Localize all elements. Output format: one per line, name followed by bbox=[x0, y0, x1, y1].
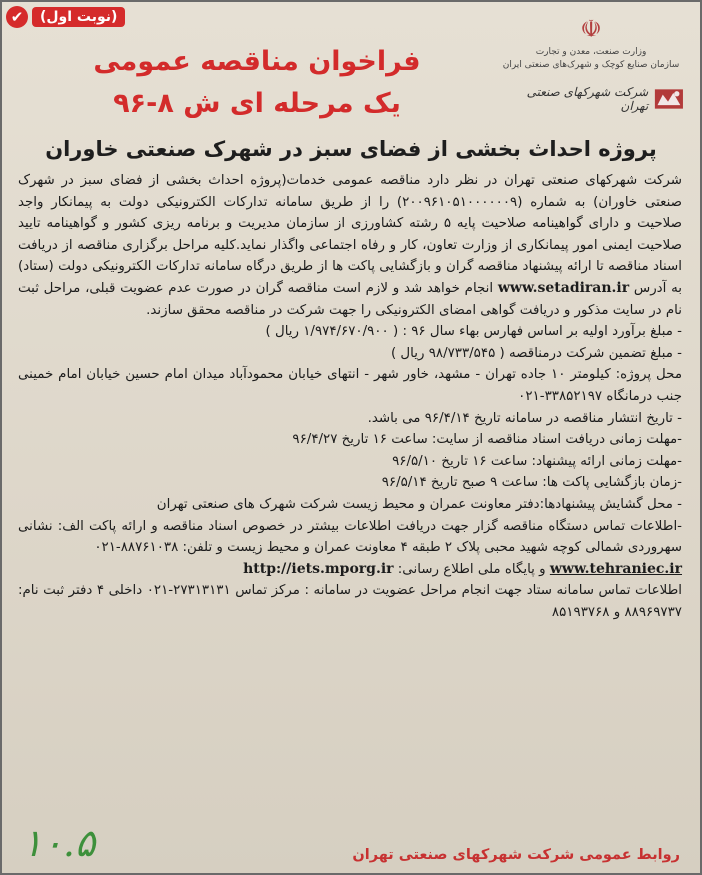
websites-line bbox=[18, 559, 682, 581]
round-label: (نوبت اول) bbox=[32, 7, 125, 27]
estimate-line: - مبلغ برآورد اولیه بر اساس فهارس بهاء سال ۹۶ : ( ۱/۹۷۴/۶۷۰/۹۰۰ ریال ) bbox=[265, 324, 682, 340]
checkmark-icon: ✔ bbox=[6, 6, 28, 28]
location-line: محل پروژه: کیلومتر ۱۰ جاده تهران - مشهد، خاور شهر - انتهای خیابان محمودآباد میدان امام حسین خیابان امام خمینی جنب درمانگاه ۳۳۸۵۲۱۹۷-۰۲۱ bbox=[18, 367, 683, 404]
notice-title: فراخوان مناقصه عمومی bbox=[93, 46, 421, 77]
iran-emblem-icon: ☫ bbox=[580, 15, 602, 43]
intro-paragraph bbox=[18, 170, 682, 321]
setad-link[interactable]: www.setadiran.ir bbox=[497, 279, 630, 296]
tehraniec-link[interactable]: www.tehraniec.ir bbox=[549, 560, 682, 577]
contact-line: -اطلاعات تماس دستگاه مناقصه گزار جهت دریافت اطلاعات بیشتر در خصوص اسناد مناقصه و ارائه پاکت الف: نشانی سهروردی شمالی کوچه شهید محبی پلاک ۲ طبقه ۴ معاونت عمران و محیط زیست و تلفن: ۸۸۷۶۱۰۳۸-۰۲۱ bbox=[18, 518, 682, 556]
iets-link[interactable]: http://iets.mporg.ir bbox=[243, 560, 394, 577]
intro-tail-text: انجام خواهد شد و لازم است مناقصه گران در صورت عدم عضویت قبلی، مراحل ثبت نام در سایت مذکور و دریافت گواهی امضای الکترونیکی را جهت شرکت در مناقصه محقق سازند. bbox=[18, 280, 682, 318]
opening-place-line: - محل گشایش پیشنهادها:دفتر معاونت عمران و محیط زیست شرکت شهرک های صنعتی تهران bbox=[156, 496, 682, 512]
notice-subtitle: یک مرحله ای ش ۸-۹۶ bbox=[113, 88, 401, 119]
company-logo bbox=[514, 82, 684, 116]
company-logo-icon bbox=[654, 84, 684, 114]
ministry-header bbox=[496, 14, 686, 72]
ministry-name: وزارت صنعت، معدن و تجارت bbox=[535, 47, 647, 57]
websites-mid-text: و پایگاه ملی اطلاع رسانی: bbox=[397, 561, 546, 577]
public-relations-signature: روابط عمومی شرکت شهرکهای صنعتی تهران bbox=[352, 847, 680, 863]
bid-deadline-line: -مهلت زمانی ارائه پیشنهاد: ساعت ۱۶ تاریخ ۹۶/۵/۱۰ bbox=[392, 453, 682, 469]
doc-deadline-line: -مهلت زمانی دریافت اسناد مناقصه از سایت: ساعت ۱۶ تاریخ ۹۶/۴/۲۷ bbox=[292, 432, 682, 448]
opening-line: -زمان بازگشایی پاکت ها: ساعت ۹ صبح تاریخ ۹۶/۵/۱۴ bbox=[381, 475, 682, 491]
handwritten-mark: ۱۰.۵ bbox=[22, 821, 96, 865]
setad-contact-line: اطلاعات تماس سامانه ستاد جهت انجام مراحل عضویت در سامانه : مرکز تماس ۲۷۳۱۳۱۳۱-۰۲۱ داخلی ۴ دفتر ثبت نام: ۸۸۹۶۹۷۳۷ و ۸۵۱۹۳۷۶۸ bbox=[18, 583, 682, 620]
company-logo-text: شرکت شهرکهای صنعتی تهران bbox=[526, 85, 649, 113]
guarantee-line: - مبلغ تضمین شرکت درمناقصه ( ۹۸/۷۳۳/۵۴۵ ریال ) bbox=[390, 345, 682, 361]
publish-date-line: - تاریخ انتشار مناقصه در سامانه تاریخ ۹۶/۴/۱۴ می باشد. bbox=[367, 410, 682, 426]
intro-text: شرکت شهرکهای صنعتی تهران در نظر دارد مناقصه عمومی خدمات(پروژه احداث بخشی از فضای سبز در شهرک صنعتی خاوران) به شماره (۲۰۰۹۶۱۰۵۱۰۰۰۰۰۰۹) را از طریق سامانه تدارکات الکترونیکی دولت به پیمانکار واجد صلاحیت و دارای گواهینامه صلاحیت پایه ۵ رشته کشاورزی از سازمان مدیریت و برنامه ریزی کشور و گواهینامه تایید صلاحیت ایمنی امور پیمانکاری از وزارت تعاون، کار و رفاه اجتماعی واگذار نماید.کلیه مراحل برگزاری مناقصه از دریافت اسناد مناقصه تا ارائه پیشنهاد مناقصه گران و بازگشایی پاکت ها از طریق درگاه سامانه تدارکات الکترونیکی دولت (ستاد) به آدرس bbox=[18, 173, 682, 296]
notice-round-badge bbox=[6, 6, 125, 28]
project-title: پروژه احداث بخشی از فضای سبز در شهرک صنعتی خاوران bbox=[45, 137, 657, 161]
notice-body bbox=[18, 170, 682, 623]
organization-name: سازمان صنایع کوچک و شهرک‌های صنعتی ایران bbox=[502, 60, 680, 70]
